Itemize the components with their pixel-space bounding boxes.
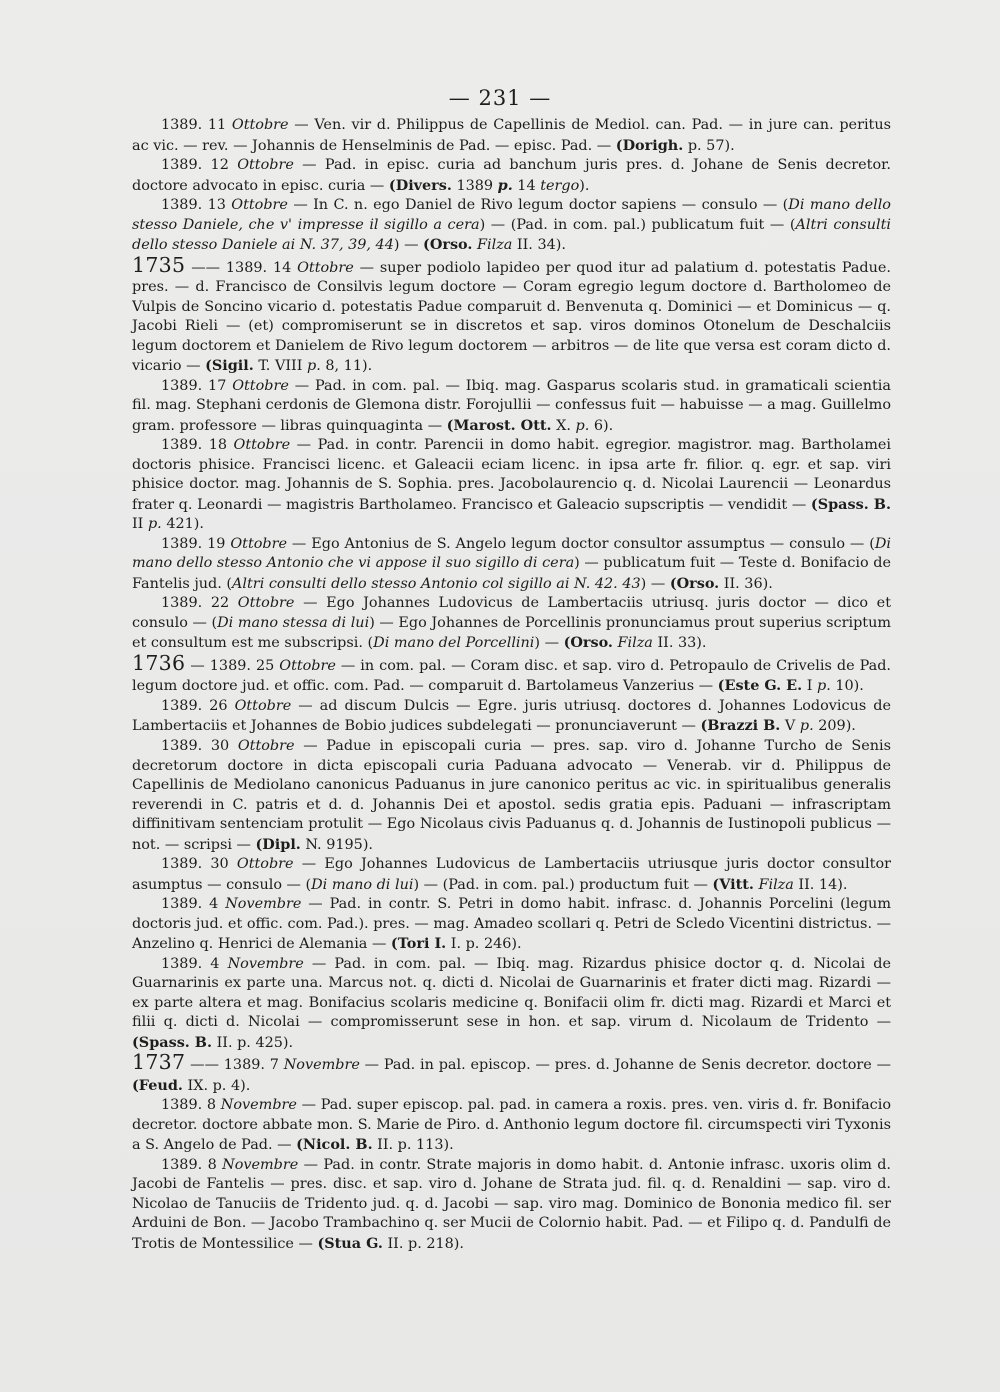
entry-text: II [132,516,148,533]
entry-text: 1389. 8 [161,1156,223,1173]
archive-reference: (Tori I. [390,935,447,953]
entry-text: 1389. 17 [161,377,233,394]
entry-paragraph [132,650,891,697]
archive-reference: (Divers. [388,176,452,194]
entry-text: — Pad. in contr. Strate majoris in domo habit. d. Antonie infrasc. uxoris olim d. Jacobi de Fantelis — pres. disc. et sap. viro d. Johane de Strata jud. fil. q. d. Renaldini — sap. viro d. Nicolao de Tanuciis de Tridento jud. q. d. Jacobi — sap. viro mag. Dominico de Bononia medico fil. ser Arduini de Bon. — Jacobo Trambachino q. ser Mucii de Colornio habit. Pad. — et Filipo q. d. Pandulfi de Trotis de Montessilice — [132,1156,891,1252]
entry-paragraph [132,156,891,196]
entry-text: — Ego Antonius de S. Angelo legum doctor consultor assumptus — consulo — ( [287,535,875,552]
italic-text: Ottobre [236,856,294,873]
document-number: 1736 [132,650,186,675]
entry-text: II. 33). [652,635,707,652]
entry-text: II. p. 425). [212,1034,294,1051]
italic-text: Ottobre [237,157,294,174]
italic-text: tergo [540,177,580,194]
archive-reference: (Sigil. [205,357,254,375]
entry-text: 6). [589,417,614,434]
entry-text: II. p. 113). [372,1137,454,1154]
entry-text: IX. p. 4). [182,1077,251,1094]
entry-text: II. 14). [793,876,848,893]
entry-text: — Pad. super episcop. pal. pad. in camera a roxis. pres. ven. viris d. fr. Bonifacio decretor. doctore abbate mon. S. Marie de Piro. d. Anthonio legum doctore fil. circumspecti viri Tyxonis a S. Angelo de Pad. — [132,1097,891,1154]
entry-text: 1389. 12 [161,157,238,174]
italic-text: Filza [617,635,653,652]
document-number: 1735 [132,252,186,277]
entry-text: 1389. 22 [161,595,238,612]
italic-text: p. [816,678,831,695]
archive-reference: (Dorigh. [615,136,684,154]
entry-text: N. 9195). [300,836,374,853]
entry-text: 1389. 4 [161,896,226,913]
italic-text: Ottobre [233,437,291,454]
italic-text: Novembre [222,1156,299,1173]
italic-text: Novembre [283,1057,360,1074]
entry-text: — Pad. in contr. S. Petri in domo habit. infrasc. d. Johannis Porcelini (legum doctoris jud. et offic. com. Pad.). pres. — mag. Amadeo scollari q. Petri de Scledo Vicentini districtus. — Anzelino q. Henrici de Alemania — [132,896,891,953]
archive-reference: (Vitt. [712,875,754,893]
entry-paragraph [132,697,891,737]
italic-text: Novembre [225,896,302,913]
entry-text: — Pad. in pal. episcop. — pres. d. Johanne de Senis decretor. doctore — [359,1057,891,1074]
entry-paragraph [132,1156,891,1255]
entry-text: ) — [393,237,424,254]
italic-text: Di mano del Porcellini [373,635,535,652]
italic-text: p. [306,358,321,375]
entry-text: ) — (Pad. in com. pal.) productum fuit — [413,876,713,893]
entry-text: 421). [161,516,204,533]
italic-text: Ottobre [234,697,292,714]
entry-text: 1389. 30 [161,856,237,873]
entry-text: — ad discum Dulcis — Egre. juris utriusq. doctores d. Johannes Lodovicus de Lambertaciis et Johannes de Bobio judices subdelegati — pronunciaverunt — [132,697,891,735]
entry-text: 10). [830,678,864,695]
entry-text: II. 34). [512,237,566,254]
entry-text: V [780,718,800,735]
entry-text: — Ego Johannes Ludovicus de Lambertaciis utriusque juris doctor consultor asumptus — consulo — ( [132,856,891,893]
entry-paragraph [132,955,891,1054]
entry-paragraph [132,252,892,377]
entry-text: 1389. 18 [161,437,234,454]
italic-text: Ottobre [231,117,289,133]
italic-text: Di mano stessa di lui [217,614,370,631]
entry-paragraph [132,377,891,437]
entry-text: ) — [534,635,564,652]
archive-reference: (Stua G. [317,1234,383,1252]
entry-paragraph [132,895,891,955]
italic-text: Ottobre [231,197,288,214]
document-number: 1737 [132,1050,186,1075]
italic-text: Filza [477,237,513,254]
entry-text: —— 1389. 7 [185,1057,284,1074]
italic-text: p. [147,516,162,533]
entry-text: 1389. 4 [161,955,228,972]
entry-text: ) — publicatum fuit — Teste d. Bonifacio de Fantelis jud. ( [132,555,891,592]
entry-text: 1389. 8 [161,1097,221,1114]
entry-text: ) — [640,575,670,592]
entry-paragraph [132,855,891,895]
entry-text: — Ego Johannes Ludovicus de Lambertaciis utriusq. juris doctor — dico et consulo — ( [132,595,891,631]
entry-paragraph [132,436,891,535]
entry-text: ) — Ego Johannes de Porcellinis pronunciamus prout superius scriptum et consultum est me subscripsi. ( [132,614,892,652]
entry-text: 209). [813,718,856,735]
entry-text: ). [579,177,590,194]
entry-text: p. 57). [683,137,735,154]
italic-text: Di mano dello stesso Antonio che vi appose il suo sigillo di cera [132,535,891,572]
italic-text: Ottobre [230,535,287,552]
italic-text: Altri consulti dello stesso Daniele ai N. 37, 39, 44 [132,216,891,254]
entry-text: —— 1389. 14 [185,259,298,276]
entry-text: — super podiolo lapideo per quod itur ad palatium d. potestatis Padue. pres. — d. Francisco de Consilvis legum doctore — Coram egregio legum doctore d. Bartholomeo de Vulpis de Soncino vicario d. potestatis Padue comparuit d. Benvenuta q. Dominici — et Dominicus — q. Jacobi Rieli — (et) compromiserunt se in discretos et sap. viros dominos Otonelum de Deschalciis legum doctorem et Danielem de Rivo legum doctorem — arbitros — de lite que versa est coram dicto d. vicario — [132,259,892,375]
document-body [132,116,891,1254]
entry-text: 1389 [451,177,498,194]
archive-reference: (Orso. [563,634,613,652]
page-number: — 231 — [448,86,552,110]
entry-text: 1389. 13 [161,197,232,214]
entry-paragraph [132,1096,891,1156]
italic-text: Filza [758,876,794,893]
entry-paragraph [132,1050,891,1096]
archive-reference: (Marost. Ott. [446,416,552,434]
entry-text: — Pad. in contr. Parencii in domo habit. egregior. magistror. mag. Bartholamei doctoris phisice. Francisci licenc. et Galeacii eciam licenc. in ipsa arte fr. filior. q. egr. et sap. viri phisice doctor. mag. Johannis de S. Sophia. pres. Jacobolaurencio q. d. Nicolai Laurencii — Leonardus frater q. Leonardi — magistris Bartholameo. Francisco et Galeacio supscriptis — vendidit — [132,437,891,513]
italic-text: Ottobre [279,657,336,674]
entry-text: — Pad. in episc. curia ad banchum juris pres. d. Johane de Senis decretor. doctore advocato in episc. curia — [132,157,891,194]
italic-text: Ottobre [232,377,289,394]
entry-text: I. p. 246). [446,936,522,953]
entry-text: — Padue in episcopali curia — pres. sap. viro d. Johanne Turcho de Senis decretorum doctore in dicta episcopali curia Paduana advocato — Venerab. vir d. Philippus de Capellinis de Mediolano canonicus Paduanus in jure canonico peritus ac vic. in spiritualibus generalis reverendi in C. patris et d. d. Johannis Dei et apostol. sedis gratia epis. Paduani — infrascriptam diffinitivam sentenciam protulit — Ego Nicolaus civis Paduanus q. d. Johannis de Iustinopoli publicus — not. — scripsi — [132,737,891,853]
archive-reference: (Este G. E. [717,677,803,695]
entry-paragraph [132,737,891,855]
italic-text: p. [575,417,590,434]
entry-paragraph [132,535,891,595]
archive-reference: (Orso. [423,236,473,254]
entry-text: II. 36). [719,575,773,592]
italic-text: Altri consulti dello stesso Antonio col sigillo ai N. 42. 43 [232,575,641,592]
entry-text: 1389. 11 [161,117,232,133]
entry-text: — 1389. 25 [185,657,280,674]
archive-reference: (Feud. [132,1076,183,1094]
entry-text: 14 [512,177,541,194]
entry-text: I [802,678,817,695]
italic-text: Novembre [220,1097,297,1114]
italic-text: p. [497,176,513,194]
italic-text: Ottobre [237,737,295,754]
entry-paragraph [132,116,891,156]
entry-text: 1389. 30 [161,737,238,754]
italic-text: Di mano dello stesso Daniele, che v' impresse il sigillo a cera [132,197,891,233]
entry-text: — Ven. vir d. Philippus de Capellinis de Mediol. can. Pad. — in jure can. peritus ac vic. — rev. — Johannis de Henselminis de Pad. — episc. Pad. — [132,117,891,154]
entry-text: — in com. pal. — Coram disc. et sap. viro d. Petropaulo de Crivelis de Pad. legum doctore jud. et offic. com. Pad. — comparuit d. Bartolameus Vanzerius — [132,657,891,695]
entry-paragraph [132,196,891,256]
entry-text: ) — (Pad. in com. pal.) publicatum fuit — ( [479,216,796,233]
entry-text: 1389. 19 [161,535,231,552]
entry-text: — Pad. in com. pal. — Ibiq. mag. Rizardus phisice doctor q. d. Nicolai de Guarnarinis ex parte una. Marcus not. q. dicti d. Nicolai de Guarnarinis et frater dicti mag. Rizardi — ex parte altera et mag. Bonifacius scolaris medicine q. Bonifacii olim fr. dicti mag. Rizardi et Marci et filii q. dicti d. Nicolai — compromisserunt sese in hon. et sap. virum d. Nicolaum de Tridento — [132,955,891,1031]
archive-reference: (Nicol. B. [296,1136,373,1154]
italic-text: Di mano di lui [311,876,414,893]
archive-reference: (Spass. B. [810,495,891,513]
archive-reference: (Orso. [669,574,720,592]
italic-text: Novembre [227,955,304,972]
entry-text: X. [551,417,576,434]
entry-text: — Pad. in com. pal. — Ibiq. mag. Gasparus scolaris stud. in gramaticali scientia fil. mag. Stephani cerdonis de Glemona distr. Forojullii — confessus fuit — habuisse — a mag. Guillelmo gram. professore — libras quinquaginta — [132,377,891,434]
italic-text: Ottobre [237,595,295,612]
entry-text: II. p. 218). [382,1235,464,1252]
entry-paragraph [132,594,891,654]
entry-text: 8, 11). [320,358,373,375]
archive-reference: (Spass. B. [132,1033,212,1051]
italic-text: p. [799,718,814,735]
archive-reference: (Dipl. [255,835,301,853]
entry-text: T. VIII [253,358,307,375]
entry-text: 1389. 26 [161,697,235,714]
italic-text: Ottobre [297,259,354,276]
entry-text: — In C. n. ego Daniel de Rivo legum doctor sapiens — consulo — ( [287,197,789,214]
archive-reference: (Brazzi B. [700,717,781,735]
